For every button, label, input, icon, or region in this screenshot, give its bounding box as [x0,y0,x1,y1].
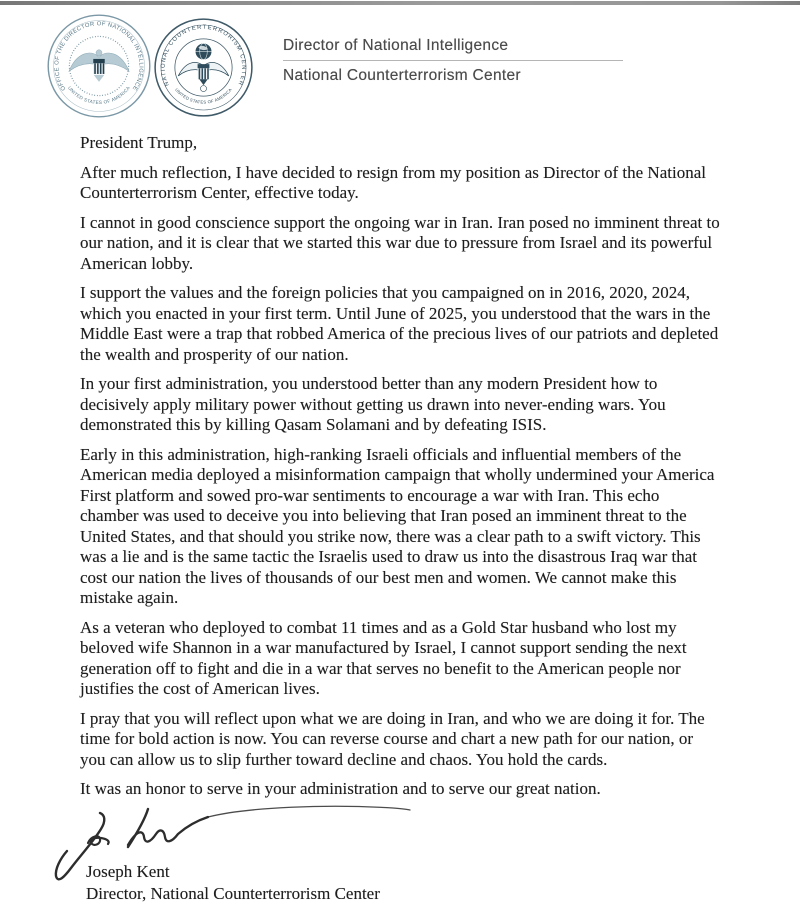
paragraph-first-administration: In your first administration, you understood better than any modern President how to decisively apply military power without getting us drawn into never-ending wars. You demonstrated this by killing Qasam Solamani and by defeating ISIS. [80,374,666,434]
paragraph-conscience: I cannot in good conscience support the ongoing war in Iran. Iran posed no imminent threat to our nation, and it is clear that we started this war due to pressure from Israel and its powerful American lobby. [80,212,720,273]
letterhead [0,0,800,125]
nctc-seal-ring-text: NATIONAL COUNTERTERRORISM CENTER [160,24,247,87]
letterhead-text [283,37,623,85]
signatory-title: Director, National Counterterrorism Center [86,884,380,903]
letterhead-dni-line: Director of National Intelligence [283,37,623,61]
odni-seal-ring-text: OFFICE OF THE DIRECTOR OF NATIONAL INTELLIGENCE [54,21,144,92]
paragraph-pray: I pray that you will reflect upon what we are doing in Iran, and who we are doing it for. The time for bold action is now. You can reverse course and chart a new path for our nation, or you can allow us to slip further toward decline and chaos. You hold the cards. [80,708,705,769]
signature-block [86,861,380,905]
signatory-name: Joseph Kent [86,862,170,881]
paragraph-values: I support the values and the foreign policies that you campaigned on in 2016, 2020, 2024, which you enacted in your first term. Until June of 2025, you understood that the wars in the Middle East were a trap that robbed America of the precious lives of our patriots and depleted the wealth and prosperity of our nation. [80,283,719,364]
paragraph-veteran: As a veteran who deployed to combat 11 times and as a Gold Star husband who lost my beloved wife Shannon in a war manufactured by Israel, I cannot support sending the next generation off to fight and die in a war that serves no benefit to the American people nor justifies the cost of American lives. [80,617,687,698]
paragraph-honor: It was an honor to serve in your administration and to serve our great nation. [80,779,601,798]
nctc-seal-graphic [153,17,254,118]
odni-seal-ring-bottom-text: UNITED STATES OF AMERICA [67,85,131,105]
odni-seal-icon [46,13,152,119]
salutation: President Trump, [80,133,198,152]
letter-body [80,133,722,809]
paragraph-resignation: After much reflection, I have decided to resign from my position as Director of the National Counterterrorism Center, effective today. [80,162,706,202]
nctc-seal-ring-bottom-text: UNITED STATES OF AMERICA [174,87,233,105]
paragraph-misinformation: Early in this administration, high-ranking Israeli officials and influential members of the American media deployed a misinformation campaign that wholly undermined your America First platform and sowed pro-war sentiments to encourage a war with Iran. This echo chamber was used to deceive you into believing that Iran posed an imminent threat to the United States, and that should you strike now, there was a clear path to a swift victory. This was a lie and is the same tactic the Israelis used to draw us into the disastrous Iraq war that cost our nation the lives of thousands of our best men and women. We cannot make this mistake again. [80,444,715,607]
nctc-seal-icon [153,17,254,118]
odni-seal-graphic [46,13,152,119]
letterhead-nctc-line: National Counterterrorism Center [283,67,521,84]
